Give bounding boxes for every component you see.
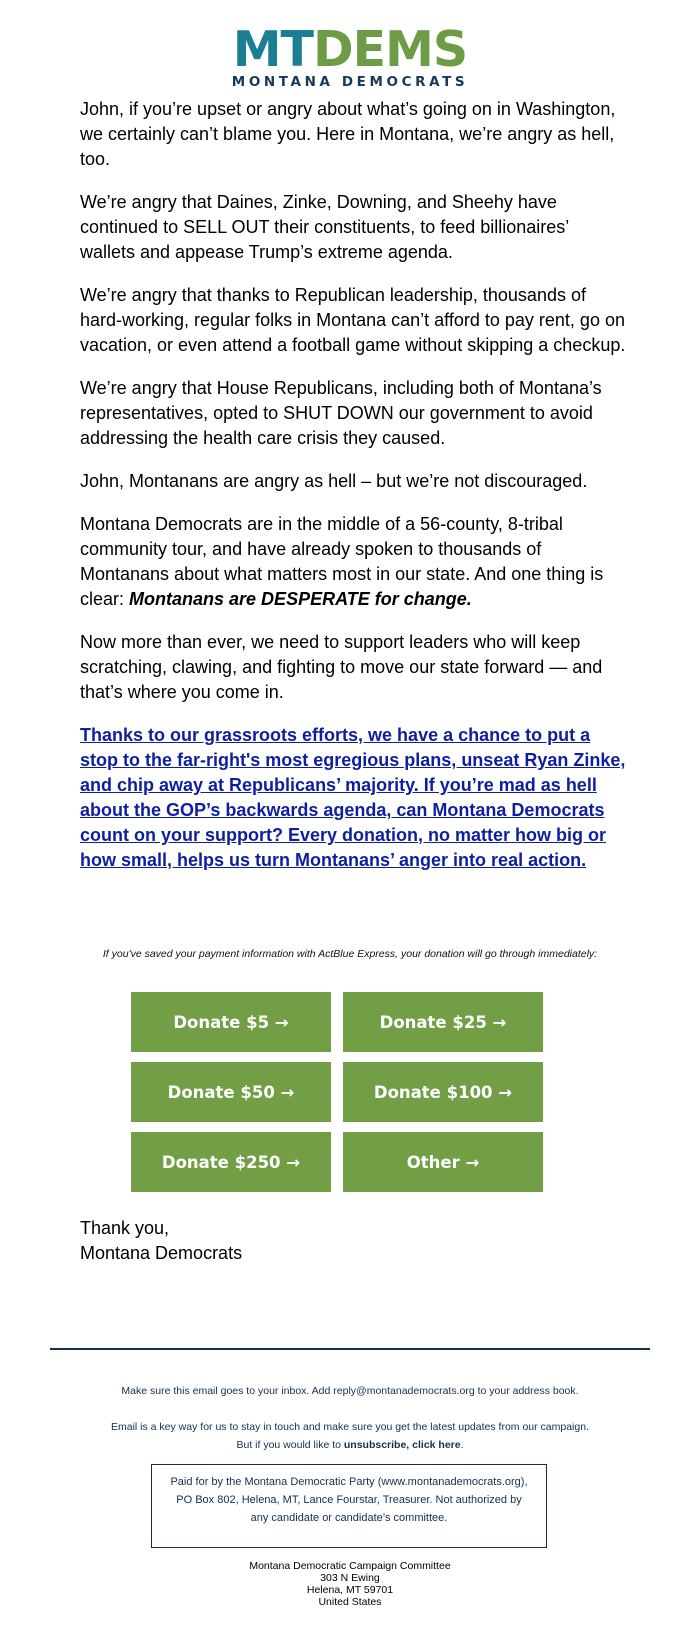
logo-wordmark [0,21,700,78]
signoff-signature: Montana Democrats [80,1243,243,1263]
paragraph-intro: John, if you’re upset or angry about what’s going on in Washington, we certainly can’t blame you. Here in Montana, we’re angry as hell, too. [80,99,616,169]
donate-other-button[interactable]: Other → [343,1132,543,1192]
paragraph-support: Now more than ever, we need to support leaders who will keep scratching, clawing, and fighting to move our state forward — and that’s where you come in. [80,632,603,702]
footer-divider [50,1348,650,1350]
logo-dems: DEMS [312,21,468,78]
logo [0,21,700,90]
unsubscribe-link[interactable]: unsubscribe, click here [343,1439,461,1451]
signoff [80,1216,242,1266]
donate-100-button[interactable]: Donate $100 → [343,1062,543,1122]
donate-5-button[interactable]: Donate $5 → [131,992,331,1052]
paragraph-sell-out: We’re angry that Daines, Zinke, Downing, and Sheehy have continued to SELL OUT their constituents, to feed billionaires’ wallets and appease Trump’s extreme agenda. [80,192,569,262]
email-body [80,97,628,873]
donate-cta-link[interactable]: Thanks to our grassroots efforts, we have a chance to put a stop to the far-right's most egregious plans, unseat Ryan Zinke, and chip away at Republicans’ majority. If you’re mad as hell about the GOP’s backwards agenda, can Montana Democrats count on your support? Every donation, no matter how big or how small, helps us turn Montanans’ anger into real action. [80,725,626,870]
footer-email-note [0,1418,700,1454]
paragraph-tour-emphasis: Montanans are DESPERATE for change. [129,589,472,609]
paragraph-shutdown: We’re angry that House Republicans, including both of Montana’s representatives, opted to SHUT DOWN our government to avoid addressing the health care crisis they caused. [80,378,602,448]
donate-50-button[interactable]: Donate $50 → [131,1062,331,1122]
paragraph-leadership: We’re angry that thanks to Republican leadership, thousands of hard-working, regular folks in Montana can’t afford to pay rent, go on vacation, or even attend a football game without skipping a checkup. [80,285,626,355]
signoff-thanks: Thank you, [80,1218,170,1238]
paragraph-not-discouraged: John, Montanans are angry as hell – but we’re not discouraged. [80,471,588,491]
paragraph-tour [80,512,628,612]
donate-25-button[interactable]: Donate $25 → [343,992,543,1052]
footer-email-line-2 [0,1436,700,1454]
footer-unsubscribe-suffix: . [460,1439,464,1451]
footer-email-line-1: Email is a key way for us to stay in touch and make sure you get the latest updates from our campaign. [111,1421,589,1433]
address-country: United States [318,1596,382,1608]
mailing-address [0,1560,700,1608]
logo-mt: MT [232,21,313,78]
donate-button-grid [131,992,545,1192]
paid-for-disclaimer: Paid for by the Montana Democratic Party (www.montanademocrats.org), PO Box 802, Helena, MT, Lance Fourstar, Treasurer. Not authorized by any candidate or candidate’s committee. [151,1464,547,1548]
address-org: Montana Democratic Campaign Committee [249,1560,451,1572]
footer-inbox-note: Make sure this email goes to your inbox. Add reply@montanademocrats.org to your address book. [121,1385,579,1397]
address-street: 303 N Ewing [320,1572,380,1584]
logo-subtitle: MONTANA DEMOCRATS [231,74,469,90]
donate-250-button[interactable]: Donate $250 → [131,1132,331,1192]
address-city: Helena, MT 59701 [306,1584,394,1596]
actblue-express-note: If you've saved your payment information with ActBlue Express, your donation will go through immediately: [102,948,598,960]
paragraph-tour-text: Montana Democrats are in the middle of a 56-county, 8-tribal community tour, and have already spoken to thousands of Montanans about what matters most in our state. And one thing is clear: [80,514,604,609]
footer-unsubscribe-prefix: But if you would like to [236,1439,344,1451]
